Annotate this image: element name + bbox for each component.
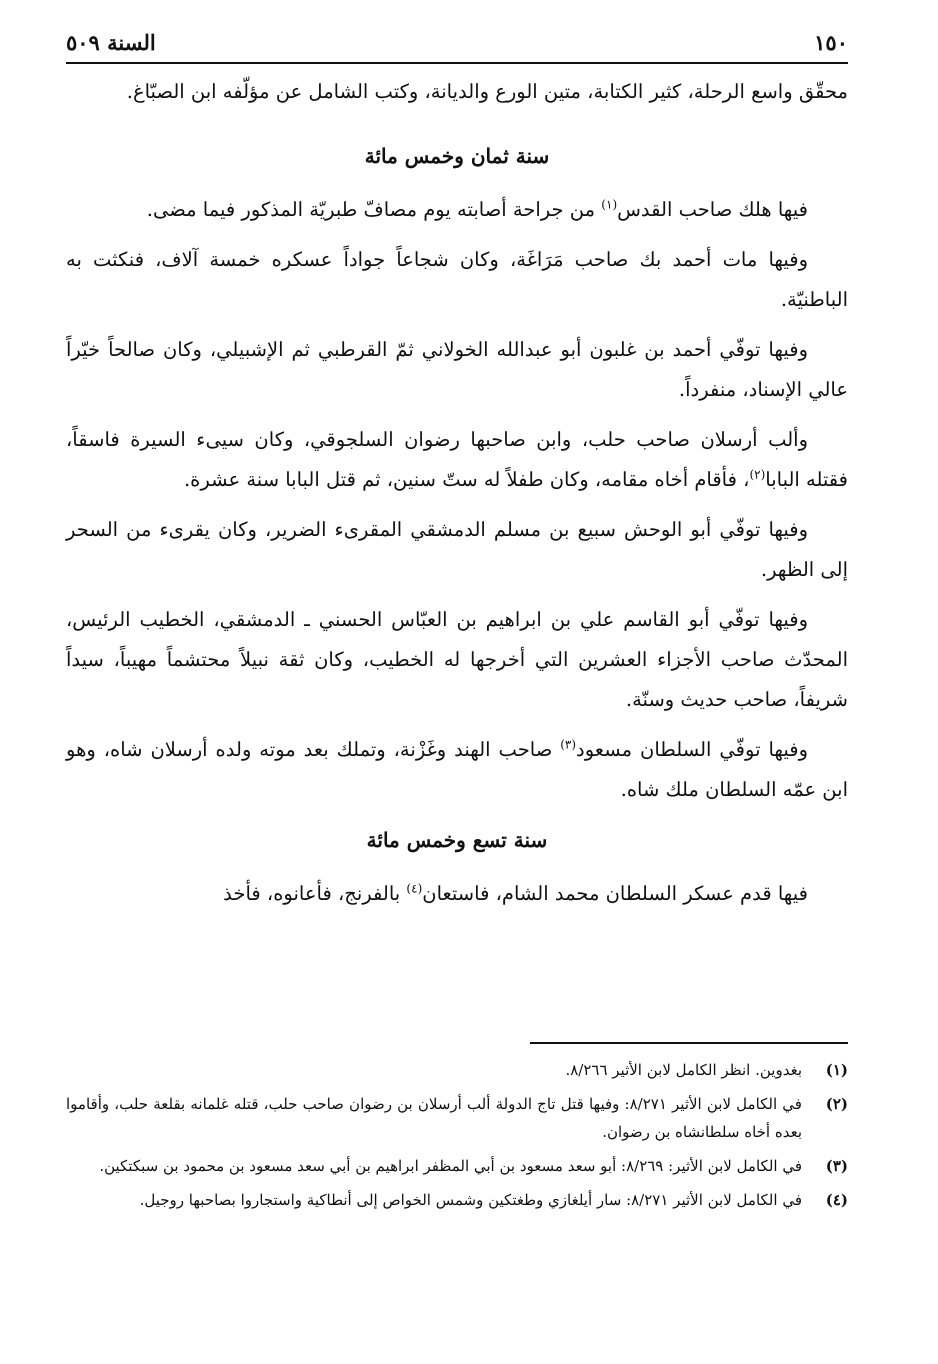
paragraph-jerusalem bbox=[66, 190, 848, 230]
footnote-ref-1[interactable]: (١) bbox=[601, 197, 618, 212]
footnote-number: (٤) bbox=[825, 1191, 848, 1209]
paragraph-sultan-muhammad bbox=[66, 874, 848, 914]
page-body bbox=[66, 72, 848, 924]
page-header bbox=[66, 24, 848, 60]
paragraph-alp-arslan bbox=[66, 420, 848, 500]
footnote-item bbox=[66, 1186, 848, 1214]
paragraph-text: ، فأقام أخاه مقامه، وكان طفلاً له ستّ سنين، ثم قتل البابا سنة عشرة. bbox=[183, 468, 750, 491]
paragraph-text: فيها هلك صاحب القدس bbox=[617, 198, 808, 221]
section-heading-508: سنة ثمان وخمس مائة bbox=[364, 144, 550, 168]
paragraph-text: فيها قدم عسكر السلطان محمد الشام، فاستعان bbox=[422, 882, 808, 905]
footnotes bbox=[66, 1056, 848, 1220]
paragraph-ibn-ghalbun: وفيها توفّي أحمد بن غلبون أبو عبدالله الخولاني ثمّ القرطبي ثم الإشبيلي، وكان صالحاً خيّراً عالي الإسناد، منفرداً. bbox=[66, 338, 848, 401]
paragraph-text: بالفرنج، فأعانوه، فأخذ bbox=[223, 882, 407, 905]
footnote-text: في الكامل لابن الأثير ٨/٢٧١: وفيها قتل تاج الدولة ألب أرسلان بن رضوان صاحب حلب، قتله غلمانه بقلعة حلب، وأقاموا بعده أخاه سلطانشاه بن رضوان. bbox=[66, 1095, 802, 1141]
paragraph-abu-al-qasim: وفيها توفّي أبو القاسم علي بن ابراهيم بن العبّاس الحسني ـ الدمشقي، الخطيب الرئيس، المحدّث صاحب الأجزاء العشرين التي أخرجها له الخطيب، وكان ثقة نبيلاً محتشماً مهيباً، سيداً شريفاً، صاحب حديث وسنّة. bbox=[66, 608, 848, 711]
footnote-text: بغدوين. انظر الكامل لابن الأثير ٨/٢٦٦. bbox=[565, 1061, 802, 1079]
paragraph-text: وألب أرسلان صاحب حلب، وابن صاحبها رضوان السلجوقي، وكان سيىء السيرة فاسقاً، فقتله البابا bbox=[66, 428, 848, 491]
header-rule bbox=[66, 62, 848, 64]
intro-paragraph: محقّق واسع الرحلة، كثير الكتابة، متين الورع والديانة، وكتب الشامل عن مؤلّفه ابن الصبّاغ. bbox=[126, 80, 848, 103]
paragraph-maragha: وفيها مات أحمد بك صاحب مَرَاغَة، وكان شجاعاً جواداً عسكره خمسة آلاف، فنكثت به الباطنيّة. bbox=[66, 248, 848, 311]
paragraph-text: وفيها توفّي السلطان مسعود bbox=[576, 738, 809, 761]
footnote-ref-4[interactable]: (٤) bbox=[406, 881, 423, 896]
footnote-item bbox=[66, 1090, 848, 1146]
footnote-ref-3[interactable]: (٣) bbox=[560, 737, 577, 752]
paragraph-abu-al-wahsh: وفيها توفّي أبو الوحش سبيع بن مسلم الدمشقي المقرىء الضرير، وكان يقرىء من السحر إلى الظهر. bbox=[66, 518, 848, 581]
footnote-number: (٣) bbox=[825, 1157, 848, 1175]
paragraph-text: صاحب الهند وغَزْنة، وتملك بعد موته ولده أرسلان شاه، وهو ابن عمّه السلطان ملك شاه. bbox=[66, 738, 848, 801]
footnote-item bbox=[66, 1056, 848, 1084]
footnote-item bbox=[66, 1152, 848, 1180]
footnote-text: في الكامل لابن الأثير ٨/٢٧١: سار أيلغازي وطغتكين وشمس الخواص إلى أنطاكية واستجاروا بصاحبها روجيل. bbox=[139, 1191, 802, 1209]
section-heading-509: سنة تسع وخمس مائة bbox=[366, 828, 548, 852]
footnote-number: (١) bbox=[825, 1061, 848, 1079]
footnote-rule bbox=[530, 1042, 848, 1044]
running-head: السنة ٥٠٩ bbox=[66, 30, 156, 55]
footnote-ref-2[interactable]: (٢) bbox=[749, 467, 766, 482]
paragraph-text: من جراحة أصابته يوم مصافّ طبريّة المذكور فيما مضى. bbox=[146, 198, 602, 221]
footnote-number: (٢) bbox=[825, 1095, 848, 1113]
footnote-text: في الكامل لابن الأثير: ٨/٢٦٩: أبو سعد مسعود بن أبي المظفر ابراهيم بن أبي سعد مسعود بن محمود بن سبكتكين. bbox=[99, 1157, 802, 1175]
paragraph-sultan-masud bbox=[66, 730, 848, 810]
page-number: ١٥٠ bbox=[814, 30, 848, 55]
